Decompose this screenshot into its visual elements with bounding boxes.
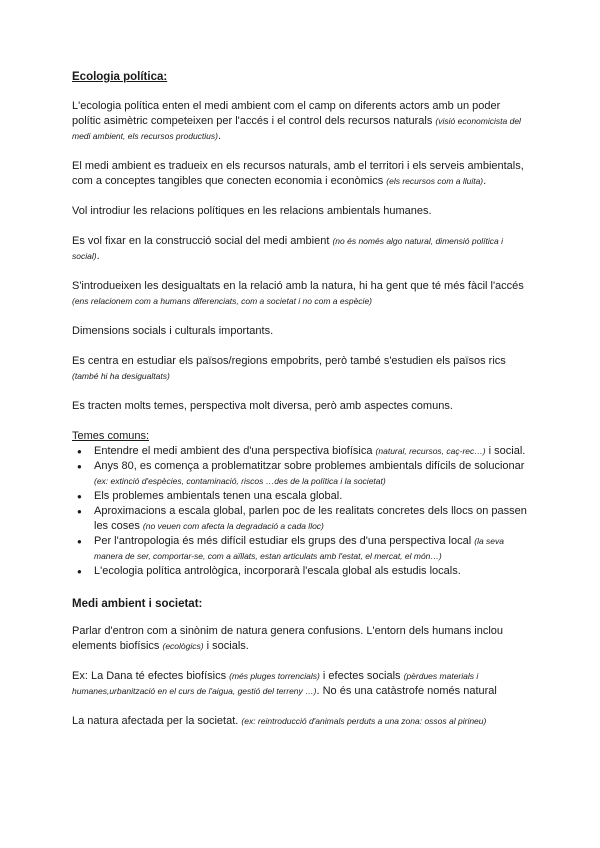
page-title: Ecologia política: — [72, 71, 168, 83]
list-item — [94, 444, 528, 459]
list-item-text: Per l'antropologia és més difícil estudiar els grups des d'una perspectiva local — [94, 535, 475, 547]
paragraph-text: i efectes socials — [319, 670, 404, 682]
list-item-tail: i social. — [485, 445, 526, 457]
paragraph-text: Dimensions socials i culturals importants. — [72, 325, 274, 337]
paragraph — [72, 714, 528, 729]
paragraph-note: (pèrdues materials i humanes,urbanització en el curs de l'aigua, gestió del terreny …) — [72, 671, 479, 696]
paragraph-note: (els recursos com a lluita) — [386, 176, 484, 186]
paragraph-tail: . — [96, 250, 100, 262]
paragraph — [72, 159, 528, 189]
subtitle: Temes comuns: — [72, 430, 150, 442]
paragraph-note: (ex: reintroducció d'animals perduts a una zona: ossos al pirineu) — [241, 716, 487, 726]
paragraph-note: (també hi ha desigualtats) — [72, 371, 170, 381]
list-item — [94, 504, 528, 534]
paragraph — [72, 669, 528, 699]
paragraph-note: (ecològics) — [162, 641, 204, 651]
paragraph — [72, 399, 528, 414]
paragraph-text: Es vol fixar en la construcció social del medi ambient — [72, 235, 333, 247]
paragraph — [72, 354, 528, 384]
list-item — [94, 534, 528, 564]
paragraph — [72, 324, 528, 339]
list-item-text: Els problemes ambientals tenen una escala global. — [94, 490, 343, 502]
list-item-text: Anys 80, es comença a problematitzar sobre problemes ambientals difícils de solucionar — [94, 460, 525, 472]
bullet-list — [72, 444, 528, 579]
paragraph-note: (visió economicista del medi ambient, els recursos productius) — [72, 116, 521, 141]
paragraph — [72, 624, 528, 654]
paragraph-text: Parlar d'entron com a sinònim de natura genera confusions. L'entorn dels humans inclou elements biofísics — [72, 625, 504, 652]
list-item — [94, 459, 528, 489]
paragraph — [72, 234, 528, 264]
list-item — [94, 564, 528, 579]
document-body — [72, 70, 528, 744]
paragraph-text: El medi ambient es tradueix en els recursos naturals, amb el territori i els serveis ambientals, com a conceptes tangibles que conecten economia i econòmics — [72, 160, 524, 187]
paragraph-note: (més pluges torrencials) — [229, 671, 320, 681]
paragraph-text: Vol introdiur les relacions polítiques en les relacions ambientals humanes. — [72, 205, 432, 217]
paragraph-tail: . — [483, 175, 487, 187]
paragraph-note: (no és només algo natural, dimensió política i social) — [72, 236, 504, 261]
paragraph-text: Ex: La Dana té efectes biofísics — [72, 670, 230, 682]
paragraph-tail: . — [217, 130, 222, 142]
list-item-text: Aproximacions a escala global, parlen poc de les realitats concretes dels llocs on passen les coses — [94, 505, 527, 532]
paragraph-text: S'introdueixen les desigualtats en la relació amb la natura, hi ha gent que té més fàcil l'accés — [72, 280, 524, 292]
section-heading: Medi ambient i societat: — [72, 598, 203, 610]
paragraph-tail: . No és una catàstrofe només natural — [316, 685, 497, 697]
list-item-note: (ex: extinció d'espècies, contaminació, riscos …des de la política i la societat) — [94, 476, 386, 486]
paragraph — [72, 279, 528, 309]
paragraph — [72, 204, 528, 219]
paragraph-text: La natura afectada per la societat. — [72, 715, 242, 727]
list-item-text: Entendre el medi ambient des d'una perspectiva biofísica — [94, 445, 376, 457]
list-item-note: (natural, recursos, caç-rec…) — [375, 446, 486, 456]
list-item-text: L'ecologia política antrològica, incorporarà l'escala global als estudis locals. — [94, 565, 461, 577]
paragraph-text: Es tracten molts temes, perspectiva molt diversa, però amb aspectes comuns. — [72, 400, 453, 412]
paragraph-text: L'ecologia política enten el medi ambient com el camp on diferents actors amb un poder polític asimètric competeixen per l'accés i el control dels recursos naturals — [72, 100, 501, 127]
paragraph-tail: i socials. — [203, 640, 249, 652]
list-item-note: (no veuen com afecta la degradació a cada lloc) — [142, 521, 324, 531]
list-item — [94, 489, 528, 504]
list-item-note: (la seva manera de ser, comportar-se, com a aïllats, estan articulats amb l'estat, el mercat, el món…) — [94, 536, 505, 561]
paragraph-note: (ens relacionem com a humans diferenciats, com a societat i no com a espècie) — [72, 296, 372, 306]
paragraph-text: Es centra en estudiar els països/regions empobrits, però també s'estudien els països rics — [72, 355, 506, 367]
paragraph — [72, 99, 528, 144]
